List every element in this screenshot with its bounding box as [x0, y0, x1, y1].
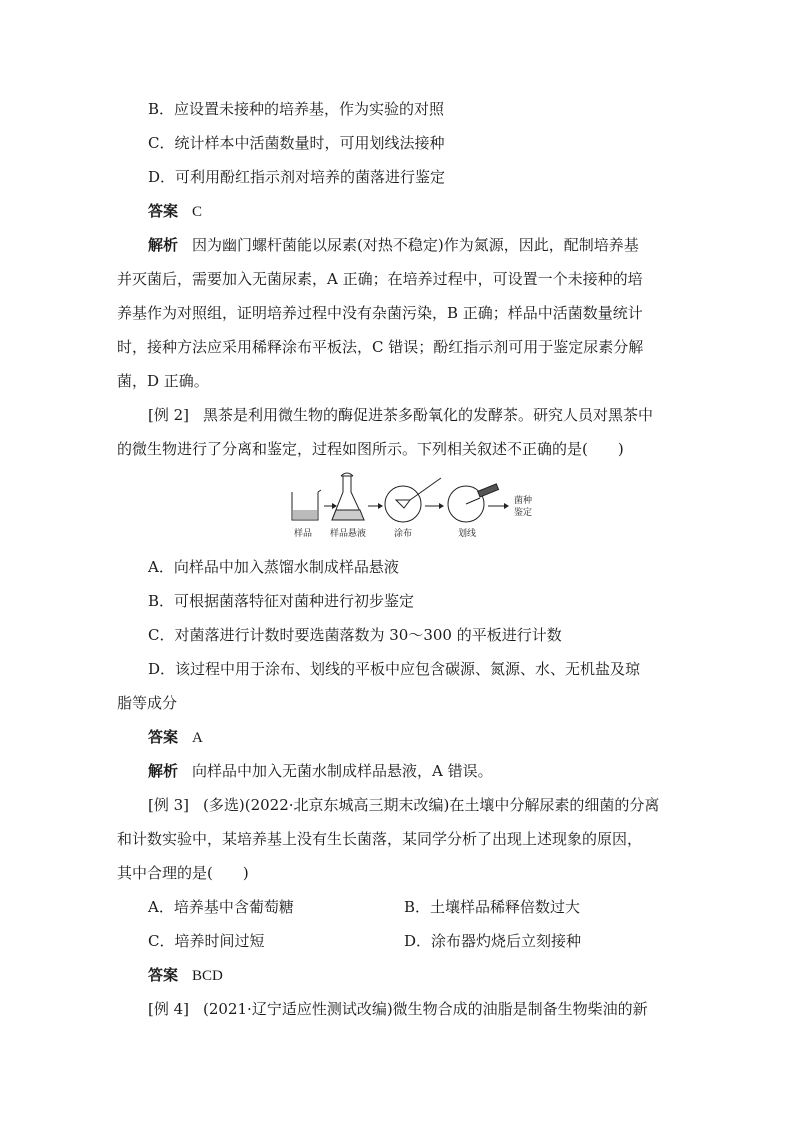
analysis-1-line-3: 养基作为对照组，证明培养过程中没有杂菌污染，B 正确；样品中活菌数量统计	[117, 304, 643, 322]
option-b: B．应设置未接种的培养基，作为实验的对照	[148, 100, 445, 118]
figure-label-sample: 样品	[294, 529, 313, 539]
example-4-line-1	[148, 999, 648, 1019]
example-tag: [例 2]	[148, 406, 190, 424]
answer-1-row	[148, 201, 202, 222]
figure-end-label-2: 鉴定	[514, 508, 533, 518]
example-3-line-1	[148, 795, 659, 815]
answer-3-row	[148, 965, 223, 986]
figure-label-suspension: 样品悬液	[330, 529, 367, 539]
ex2-option-c: C．对菌落进行计数时要选菌落数为 30～300 的平板进行计数	[148, 626, 562, 644]
process-figure	[286, 470, 546, 544]
example-3-line-2: 和计数实验中，某培养基上没有生长菌落，某同学分析了出现上述现象的原因，	[117, 830, 643, 848]
answer-value: C	[192, 204, 203, 220]
analysis-1-line-1	[148, 235, 639, 255]
beaker-icon	[292, 490, 321, 520]
example-3-line-3: 其中合理的是( )	[117, 864, 249, 882]
analysis-1-line-2: 并灭菌后，需要加入无菌尿素，A 正确；在培养过程中，可设置一个未接种的培	[117, 270, 643, 288]
example-text: (多选)(2022·北京东城高三期末改编)在土壤中分解尿素的细菌的分离	[203, 796, 660, 814]
analysis-text: 向样品中加入无菌水制成样品悬液，A 错误。	[192, 762, 493, 780]
ex2-option-a: A．向样品中加入蒸馏水制成样品悬液	[148, 558, 399, 576]
example-2-line-2: 的微生物进行了分离和鉴定，过程如图所示。下列相关叙述不正确的是( )	[117, 440, 624, 458]
ex2-option-d-cont: 脂等成分	[117, 694, 178, 712]
ex2-option-b: B．可根据菌落特征对菌种进行初步鉴定	[148, 592, 415, 610]
ex3-option-d: D．涂布器灼烧后立刻接种	[404, 932, 582, 950]
example-tag: [例 3]	[148, 796, 190, 814]
analysis-text: 因为幽门螺杆菌能以尿素(对热不稳定)作为氮源，因此，配制培养基	[192, 236, 639, 254]
ex3-option-a: A．培养基中含葡萄糖	[148, 898, 294, 916]
answer-value: A	[192, 730, 203, 746]
ex3-option-b: B．土壤样品稀释倍数过大	[404, 898, 581, 916]
figure-label-streak: 划线	[458, 529, 477, 539]
analysis-label: 解析	[148, 762, 179, 780]
example-text: (2021·辽宁适应性测试改编)微生物合成的油脂是制备生物柴油的新	[203, 1000, 648, 1018]
option-c: C．统计样本中活菌数量时，可用划线法接种	[148, 134, 445, 152]
analysis-2-row	[148, 761, 493, 781]
analysis-label: 解析	[148, 236, 179, 254]
ex2-option-d: D．该过程中用于涂布、划线的平板中应包含碳源、氮源、水、无机盐及琼	[148, 660, 641, 678]
answer-2-row	[148, 727, 203, 748]
spread-plate-icon	[385, 478, 441, 522]
ex3-option-c: C．培养时间过短	[148, 932, 265, 950]
option-d: D．可利用酚红指示剂对培养的菌落进行鉴定	[148, 168, 446, 186]
analysis-1-line-5: 菌，D 正确。	[117, 372, 209, 390]
example-text: 黑茶是利用微生物的酶促进茶多酚氧化的发酵茶。研究人员对黑茶中	[203, 406, 654, 424]
example-2-line-1	[148, 405, 653, 425]
streak-plate-icon	[448, 484, 499, 522]
answer-value: BCD	[192, 968, 223, 984]
figure-label-spread: 涂布	[394, 529, 413, 539]
answer-label: 答案	[148, 966, 179, 984]
answer-label: 答案	[148, 728, 179, 746]
figure-end-label-1: 菌种	[514, 496, 533, 506]
flask-icon	[332, 473, 364, 520]
example-tag: [例 4]	[148, 1000, 190, 1018]
answer-label: 答案	[148, 202, 179, 220]
analysis-1-line-4: 时，接种方法应采用稀释涂布平板法，C 错误；酚红指示剂可用于鉴定尿素分解	[117, 338, 644, 356]
